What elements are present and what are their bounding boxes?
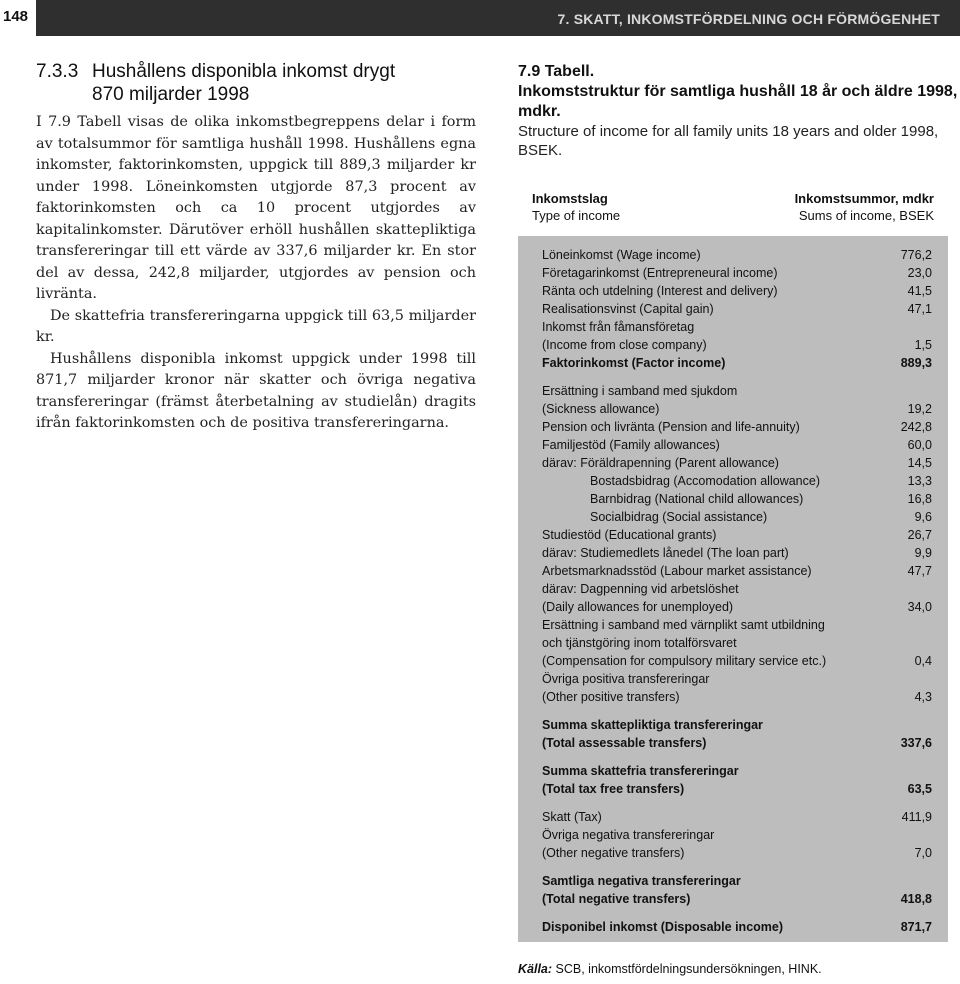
row-value: 337,6 [900,736,932,750]
row-value: 23,0 [907,266,932,280]
row-label: (Total negative transfers) [542,892,691,906]
row-value: 9,6 [914,510,932,524]
row-value: 41,5 [907,284,932,298]
section-heading [36,60,476,106]
row-value: 47,1 [907,302,932,316]
row-label: Inkomst från fåmansföretag [542,320,695,334]
table-row [518,734,948,752]
row-label: Ersättning i samband med sjukdom [542,384,738,398]
row-label: (Income from close company) [542,338,707,352]
heading-line1: Hushållens disponibla inkomst drygt [92,61,396,82]
row-label: Barnbidrag (National child allowances) [590,492,804,506]
table-row [518,544,948,562]
table-row [518,454,948,472]
row-value: 63,5 [907,782,932,796]
table-row [518,400,948,418]
row-label: (Daily allowances for unemployed) [542,600,734,614]
row-label: (Other positive transfers) [542,690,680,704]
row-label: Samtliga negativa transfereringar [542,874,741,888]
row-label: Disponibel inkomst (Disposable income) [542,920,784,934]
row-label: och tjänstgöring inom totalförsvaret [542,636,737,650]
income-table [518,180,948,942]
table-row [518,780,948,798]
row-value: 4,3 [914,690,932,704]
table-row [518,418,948,436]
row-value: 411,9 [901,810,932,824]
table-title-en: Structure of income for all family units 18 years and older 1998, BSEK. [518,123,939,159]
table-row [518,580,948,598]
row-label: Summa skattepliktiga transfereringar [542,718,763,732]
row-label: Ersättning i samband med värnplikt samt utbildning [542,618,825,632]
col2-header-en: Sums of income, BSEK [798,208,934,223]
source-label: Källa: [518,962,553,976]
row-label: (Other negative transfers) [542,846,685,860]
row-label: Socialbidrag (Social assistance) [590,510,768,524]
row-label: Övriga positiva transfereringar [542,672,710,686]
page-number-box [0,0,34,34]
row-value: 13,3 [907,474,932,488]
table-row [518,318,948,336]
row-value: 60,0 [907,438,932,452]
table-row [518,354,948,372]
row-value: 14,5 [907,456,932,470]
table-body [518,236,948,942]
table-header [518,180,948,236]
row-label: Arbetsmarknadsstöd (Labour market assistance) [542,564,812,578]
row-value: 26,7 [907,528,932,542]
row-label: Familjestöd (Family allowances) [542,438,720,452]
table-number: 7.9 Tabell. [518,63,595,80]
chapter-header-bar [36,0,960,36]
row-gap [518,798,948,808]
row-label: Realisationsvinst (Capital gain) [542,302,714,316]
table-row [518,890,948,908]
row-label: Faktorinkomst (Factor income) [542,356,726,370]
table-title-sv: Inkomststruktur för samtliga hushåll 18 år och äldre 1998, mdkr. [518,83,958,120]
table-row [518,264,948,282]
table-row [518,508,948,526]
article-column [36,60,476,435]
paragraph: I 7.9 Tabell visas de olika inkomstbegreppens delar i form av totalsummor för samtliga hushåll 1998. Hushållens egna inkomster, faktorinkomsten, uppgick till 889,3 miljarder kr under 1998. Löneinkomsten utgjorde 87,3 procent av faktorinkomsten och ca 10 procent utgjordes av kapitalinkomster. Därutöver erhöll hushållen skattepliktiga transfereringar till ett värde av 337,6 miljarder kr. En stor del av dessa, 242,8 miljarder, utgjordes av pension och livränta. [36,114,476,302]
chapter-header: 7. SKATT, INKOMSTFÖRDELNING OCH FÖRMÖGENHET [557,11,940,27]
row-gap [518,752,948,762]
table-row [518,826,948,844]
row-value: 0,4 [914,654,932,668]
paragraph: Hushållens disponibla inkomst uppgick under 1998 till 871,7 miljarder kronor när skatter och övriga negativa transfereringar (främst återbetalning av studielån) dragits ifrån faktorinkomsten och de positiva transfereringarna. [36,350,476,431]
table-row [518,246,948,264]
table-row [518,670,948,688]
table-row [518,436,948,454]
row-value: 242,8 [900,420,932,434]
article-body [36,112,476,435]
row-value: 19,2 [907,402,932,416]
row-value: 1,5 [914,338,932,352]
table-row [518,652,948,670]
row-gap [518,706,948,716]
table-row [518,300,948,318]
row-gap [518,862,948,872]
row-label: därav: Föräldrapenning (Parent allowance) [542,456,779,470]
section-number: 7.3.3 [36,61,79,82]
table-row [518,562,948,580]
row-value: 889,3 [900,356,932,370]
page-number: 148 [3,8,29,25]
table-row [518,472,948,490]
table-row [518,616,948,634]
col1-header-sv: Inkomstslag [532,191,608,206]
source-text: SCB, inkomstfördelningsundersökningen, HINK. [555,962,822,976]
table-row [518,598,948,616]
row-label: Bostadsbidrag (Accomodation allowance) [590,474,820,488]
paragraph: De skattefria transfereringarna uppgick till 63,5 miljarder kr. [36,307,476,345]
table-row [518,716,948,734]
row-value: 7,0 [914,846,932,860]
col1-header-en: Type of income [532,208,621,223]
row-label: Pension och livränta (Pension and life-annuity) [542,420,800,434]
row-value: 9,9 [914,546,932,560]
row-label: Företagarinkomst (Entrepreneural income) [542,266,778,280]
row-label: Övriga negativa transfereringar [542,828,715,842]
table-row [518,808,948,826]
row-label: Summa skattefria transfereringar [542,764,739,778]
table-row [518,634,948,652]
row-label: Skatt (Tax) [542,810,602,824]
row-label: Löneinkomst (Wage income) [542,248,701,262]
table-column [518,62,958,934]
row-value: 47,7 [907,564,932,578]
row-label: (Sickness allowance) [542,402,660,416]
col2-header-sv: Inkomstsummor, mdkr [794,191,934,206]
row-value: 871,7 [900,920,932,934]
table-row [518,688,948,706]
row-value: 34,0 [907,600,932,614]
table-row [518,282,948,300]
row-label: Studiestöd (Educational grants) [542,528,717,542]
table-row [518,762,948,780]
row-value: 776,2 [900,248,932,262]
table-row [518,336,948,354]
row-gap [518,908,948,918]
table-source [518,962,822,976]
table-row [518,844,948,862]
row-label: därav: Studiemedlets lånedel (The loan part) [542,546,789,560]
table-row [518,526,948,544]
row-gap [518,372,948,382]
row-label: (Compensation for compulsory military service etc.) [542,654,827,668]
table-row [518,918,948,936]
table-row [518,872,948,890]
row-value: 16,8 [907,492,932,506]
row-label: Ränta och utdelning (Interest and delivery) [542,284,778,298]
table-row [518,490,948,508]
row-label: (Total assessable transfers) [542,736,707,750]
row-value: 418,8 [900,892,932,906]
table-row [518,382,948,400]
row-label: därav: Dagpenning vid arbetslöshet [542,582,739,596]
heading-line2: 870 miljarder 1998 [92,84,250,105]
row-label: (Total tax free transfers) [542,782,685,796]
